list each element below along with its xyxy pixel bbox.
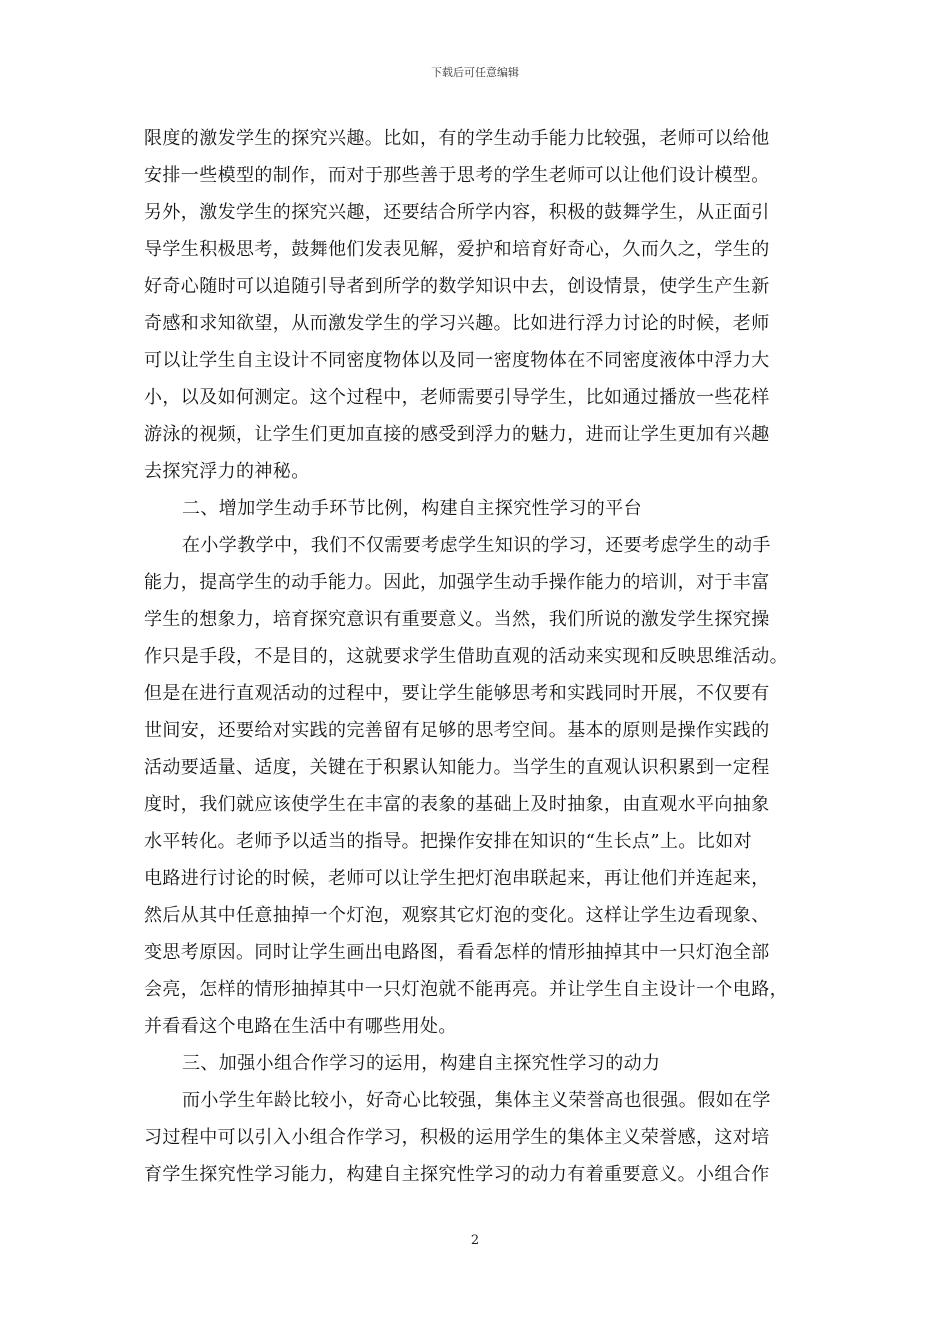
paragraph-line: 安排一些模型的制作，而对于那些善于思考的学生老师可以让他们设计模型。 <box>144 165 770 186</box>
paragraph-line: 游泳的视频，让学生们更加直接的感受到浮力的魅力，进而让学生更加有兴趣 <box>144 424 770 445</box>
page-number: 2 <box>470 1233 480 1248</box>
paragraph-line: 电路进行讨论的时候，老师可以让学生把灯泡串联起来，再让他们并连起来， <box>144 868 770 889</box>
paragraph-line: 奇感和求知欲望，从而激发学生的学习兴趣。比如进行浮力讨论的时候，老师 <box>144 313 770 334</box>
paragraph-line: 作只是手段，不是目的，这就要求学生借助直观的活动来实现和反映思维活动。 <box>144 646 788 667</box>
paragraph-line: 但是在进行直观活动的过程中，要让学生能够思考和实践同时开展，不仅要有 <box>144 683 770 704</box>
section-heading: 二、增加学生动手环节比例，构建自主探究性学习的平台 <box>182 498 642 519</box>
paragraph-line: 学生的想象力，培育探究意识有重要意义。当然，我们所说的激发学生探究操 <box>144 609 770 630</box>
paragraph-line: 限度的激发学生的探究兴趣。比如，有的学生动手能力比较强，老师可以给他 <box>144 128 770 149</box>
paragraph-line: 育学生探究性学习能力，构建自主探究性学习的动力有着重要意义。小组合作 <box>144 1164 770 1185</box>
paragraph-line: 另外，激发学生的探究兴趣，还要结合所学内容，积极的鼓舞学生，从正面引 <box>144 202 770 223</box>
paragraph-line: 会亮，怎样的情形抽掉其中一只灯泡就不能再亮。并让学生自主设计一个电路， <box>144 979 788 1000</box>
paragraph-line: 世间安，还要给对实践的完善留有足够的思考空间。基本的原则是操作实践的 <box>144 720 770 741</box>
paragraph-line: 导学生积极思考，鼓舞他们发表见解，爱护和培育好奇心，久而久之，学生的 <box>144 239 770 260</box>
paragraph-line: 活动要适量、适度，关键在于积累认知能力。当学生的直观认识积累到一定程 <box>144 757 770 778</box>
paragraph-line: 并看看这个电路在生活中有哪些用处。 <box>144 1016 457 1037</box>
document-body <box>144 120 812 1193</box>
paragraph-line: 在小学教学中，我们不仅需要考虑学生知识的学习，还要考虑学生的动手 <box>182 535 771 556</box>
paragraph-line: 度时，我们就应该使学生在丰富的表象的基础上及时抽象，由直观水平向抽象 <box>144 794 770 815</box>
paragraph-line: 然后从其中任意抽掉一个灯泡，观察其它灯泡的变化。这样让学生边看现象、 <box>144 905 770 926</box>
paragraph-line: 而小学生年龄比较小，好奇心比较强，集体主义荣誉高也很强。假如在学 <box>182 1090 771 1111</box>
paragraph-line: 水平转化。老师予以适当的指导。把操作安排在知识的“生长点”上。比如对 <box>144 831 753 852</box>
paragraph-line: 变思考原因。同时让学生画出电路图，看看怎样的情形抽掉其中一只灯泡全部 <box>144 942 770 963</box>
paragraph-line: 去探究浮力的神秘。 <box>144 461 310 482</box>
paragraph-line: 小，以及如何测定。这个过程中，老师需要引导学生，比如通过播放一些花样 <box>144 387 770 408</box>
paragraph-line: 好奇心随时可以追随引导者到所学的数学知识中去，创设情景，使学生产生新 <box>144 276 770 297</box>
paragraph-line: 可以让学生自主设计不同密度物体以及同一密度物体在不同密度液体中浮力大 <box>144 350 770 371</box>
section-heading: 三、加强小组合作学习的运用，构建自主探究性学习的动力 <box>182 1053 661 1074</box>
paragraph-line: 能力，提高学生的动手能力。因此，加强学生动手操作能力的培训，对于丰富 <box>144 572 770 593</box>
paragraph-line: 习过程中可以引入小组合作学习，积极的运用学生的集体主义荣誉感，这对培 <box>144 1127 770 1148</box>
page-header: 下载后可任意编辑 <box>431 66 519 79</box>
